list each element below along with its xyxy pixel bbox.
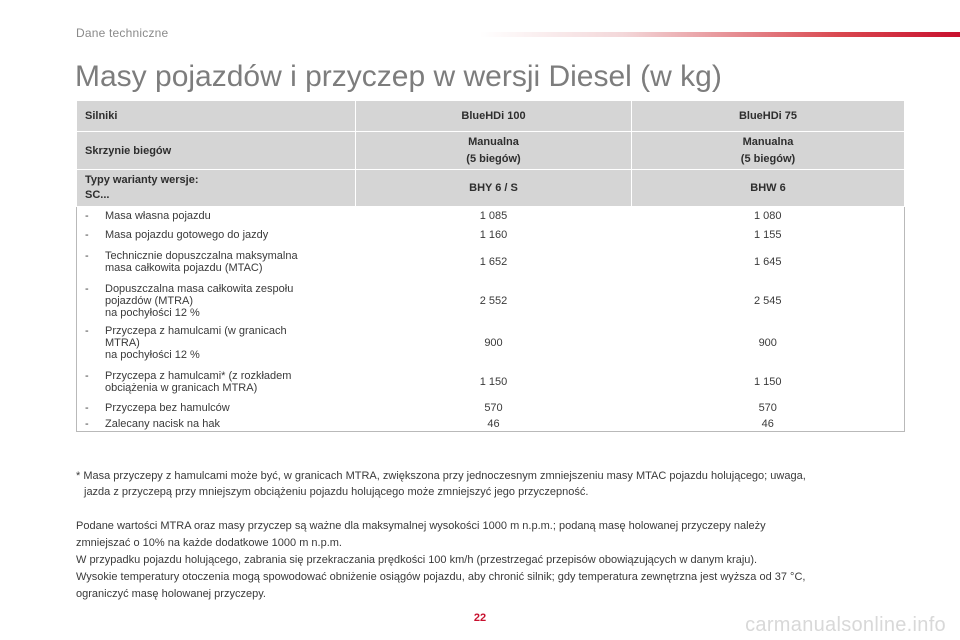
row-label-line: Przyczepa z hamulcami* (z rozkładem [105, 370, 292, 382]
row-value-col2: 900 [758, 337, 777, 349]
row-label-line: MTRA) [105, 337, 140, 349]
row-dash: - [85, 282, 89, 295]
table-body [77, 207, 905, 432]
row-label-line: obciążenia w granicach MTRA) [105, 382, 258, 394]
engines-label: Silniki [77, 101, 356, 132]
note-line: W przypadku pojazdu holującego, zabrania się przekraczania prędkości 100 km/h (przestrzegać przepisów obowiązujących w danym kraju). [76, 554, 758, 566]
notes [76, 518, 916, 603]
footnote [76, 468, 916, 500]
row-value-col2: 1 155 [753, 229, 782, 241]
table-row [77, 226, 905, 245]
table-row [77, 365, 905, 400]
row-dash: - [85, 210, 89, 223]
row-value-col2: 570 [758, 402, 777, 414]
weights-table [76, 101, 905, 432]
table-row [77, 245, 905, 280]
engine-col1: BlueHDi 100 [356, 101, 632, 132]
row-dash: - [85, 325, 89, 337]
gearbox-col2-line2: (5 biegów) [740, 152, 796, 165]
engines-header-row [77, 101, 905, 132]
row-value-col1: 1 085 [479, 210, 508, 223]
row-label-line: Zalecany nacisk na hak [105, 417, 220, 430]
note-line: Podane wartości MTRA oraz masy przyczep są ważne dla maksymalnej wysokości 1000 m n.p.m.; podaną masę holowanej przyczepy należy [76, 520, 766, 532]
table-row [77, 322, 905, 365]
row-label-text [105, 229, 356, 241]
row-label-line: na pochyłości 12 % [105, 306, 200, 319]
row-label-text [105, 283, 356, 319]
header-accent-bar [480, 32, 960, 37]
row-label-line: pojazdów (MTRA) [105, 294, 194, 307]
row-label [77, 226, 356, 245]
row-label-line: na pochyłości 12 % [105, 349, 200, 361]
row-label [77, 322, 356, 365]
table-row [77, 400, 905, 417]
row-label [77, 280, 356, 322]
footnote-line2: jazda z przyczepą przy mniejszym obciążeniu pojazdu holującego może zmniejszyć jego przyczepność. [84, 486, 589, 498]
row-label-text [105, 325, 356, 361]
row-value-col1: 900 [484, 337, 503, 349]
row-value-col1: 1 652 [479, 256, 508, 268]
type-col2: BHW 6 [632, 170, 905, 207]
row-label-text [105, 418, 356, 430]
row-label-line: Dopuszczalna masa całkowita zespołu [105, 282, 294, 295]
row-value-col2: 1 080 [753, 210, 782, 223]
types-label-line2: SC... [85, 189, 110, 201]
row-label-text [105, 250, 356, 274]
types-header-row [77, 170, 905, 207]
row-label [77, 400, 356, 417]
row-value-col1: 1 160 [479, 229, 508, 241]
row-dash: - [85, 229, 89, 241]
note-line: ograniczyć masę holowanej przyczepy. [76, 588, 266, 600]
row-label [77, 245, 356, 280]
row-dash: - [85, 402, 89, 414]
row-value-col2: 2 545 [753, 294, 782, 307]
row-label-line: masa całkowita pojazdu (MTAC) [105, 262, 263, 274]
row-label-line: Masa pojazdu gotowego do jazdy [105, 229, 269, 241]
row-dash: - [85, 370, 89, 382]
row-label-text [105, 210, 356, 222]
row-value-col1: 570 [484, 402, 503, 414]
page-number: 22 [473, 612, 487, 624]
row-value-col2: 1 645 [753, 256, 782, 268]
engine-col2: BlueHDi 75 [632, 101, 905, 132]
gearbox-col1-line1: Manualna [468, 135, 519, 148]
row-dash: - [85, 250, 89, 262]
row-label-line: Przyczepa bez hamulców [105, 402, 230, 414]
gearbox-col1-line2: (5 biegów) [466, 152, 521, 165]
footnote-line1: * Masa przyczepy z hamulcami może być, w granicach MTRA, zwiększona przy jednoczesnym zmniejszeniu masy MTAC pojazdu holującego; uwaga, [76, 470, 806, 482]
row-value-col1: 2 552 [479, 294, 508, 307]
type-col1: BHY 6 / S [356, 170, 632, 207]
row-value-col1: 46 [487, 417, 500, 430]
row-value-col2: 1 150 [753, 376, 782, 388]
section-label: Dane techniczne [76, 26, 169, 40]
types-label-line1: Typy warianty wersje: [85, 174, 199, 186]
row-label [77, 417, 356, 432]
watermark: carmanualsonline.info [745, 614, 946, 636]
table-row [77, 280, 905, 322]
types-label [77, 170, 356, 207]
note-line: zmniejszać o 10% na każde dodatkowe 1000 m n.p.m. [76, 537, 342, 549]
row-dash: - [85, 417, 89, 430]
gearbox-col2 [632, 132, 905, 170]
gearbox-label: Skrzynie biegów [77, 132, 356, 170]
note-line: Wysokie temperatury otoczenia mogą spowodować obniżenie osiągów pojazdu, aby chronić silnik; gdy temperatura zewnętrzna jest wyższa od 37 °C, [76, 571, 806, 583]
table-row [77, 207, 905, 226]
row-label [77, 365, 356, 400]
row-label-text [105, 370, 356, 394]
row-value-col2: 46 [761, 417, 774, 430]
row-value-col1: 1 150 [479, 376, 508, 388]
table-row [77, 417, 905, 432]
gearbox-col1 [356, 132, 632, 170]
gearbox-header-row [77, 132, 905, 170]
gearbox-col2-line1: Manualna [742, 135, 794, 148]
page-title: Masy pojazdów i przyczep w wersji Diesel (w kg) [75, 60, 722, 93]
row-label-line: Technicznie dopuszczalna maksymalna [105, 250, 298, 262]
row-label-line: Przyczepa z hamulcami (w granicach [105, 325, 287, 337]
row-label-text [105, 402, 356, 414]
row-label-line: Masa własna pojazdu [105, 210, 211, 223]
row-label [77, 207, 356, 226]
